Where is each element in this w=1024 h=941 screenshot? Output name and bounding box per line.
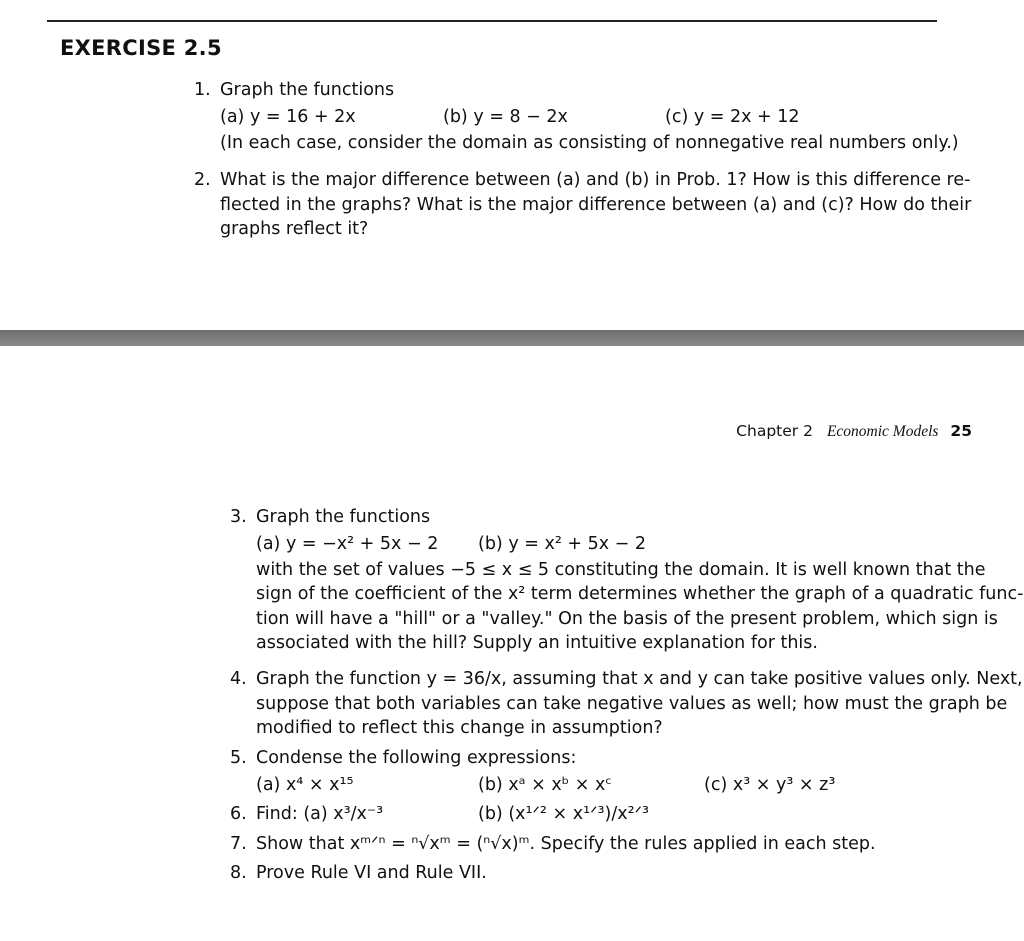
question-number: 8.	[230, 863, 247, 883]
question-number: 5.	[230, 748, 247, 768]
question-text-line: sign of the coefficient of the x² term determines whether the graph of a quadratic func-	[256, 584, 1024, 604]
part-b: (b) y = 8 − 2x	[443, 106, 568, 127]
top-rule	[47, 20, 937, 22]
part-b: (b) (x¹ᐟ² × x¹ᐟ³)/x²ᐟ³	[478, 804, 650, 824]
question-text-line: Prove Rule VI and Rule VII.	[256, 863, 487, 883]
question-text-line: flected in the graphs? What is the major difference between (a) and (c)? How do their	[220, 194, 972, 215]
part-a: (a) x⁴ × x¹⁵	[256, 774, 354, 795]
question-number: 6.	[230, 804, 247, 824]
question-text-line: tion will have a "hill" or a "valley." On the basis of the present problem, which sign is	[256, 608, 998, 629]
question-parts	[220, 103, 959, 131]
chapter-label: Chapter 2	[736, 422, 813, 440]
part-a: (a) y = −x² + 5x − 2	[256, 533, 439, 554]
page-separator	[0, 330, 1024, 346]
question-text-line: associated with the hill? Supply an intuitive explanation for this.	[256, 633, 818, 653]
chapter-title: Economic Models	[826, 423, 939, 440]
question-stem: Condense the following expressions:	[256, 748, 577, 768]
exercise-title: EXERCISE 2.5	[60, 36, 222, 60]
question-stem: Graph the functions	[220, 80, 395, 100]
question-text-line: with the set of values −5 ≤ x ≤ 5 constituting the domain. It is well known that the	[256, 559, 986, 580]
question-text-line: suppose that both variables can take negative values as well; how must the graph be	[256, 693, 1008, 714]
question-text-line: What is the major difference between (a) and (b) in Prob. 1? How is this difference re-	[220, 170, 971, 190]
running-header	[736, 422, 972, 441]
part-b: (b) xᵃ × xᵇ × xᶜ	[478, 774, 612, 795]
question-text-line: Show that xᵐᐟⁿ = ⁿ√xᵐ = (ⁿ√x)ᵐ. Specify the rules applied in each step.	[256, 834, 876, 854]
question-stem: Graph the functions	[256, 507, 431, 527]
question-number: 1.	[194, 80, 211, 100]
part-c: (c) x³ × y³ × z³	[704, 774, 836, 795]
question-text-line: modified to reflect this change in assumption?	[256, 718, 663, 738]
part-a: (a) y = 16 + 2x	[220, 106, 356, 127]
page-number: 25	[950, 422, 972, 440]
part-a: Find: (a) x³/x⁻³	[256, 804, 384, 824]
question-parts	[256, 771, 836, 799]
question-text-line: graphs reflect it?	[220, 219, 369, 239]
question-parts	[256, 530, 961, 558]
part-b: (b) y = x² + 5x − 2	[478, 533, 647, 554]
question-number: 4.	[230, 669, 247, 689]
part-c: (c) y = 2x + 12	[665, 106, 800, 127]
top-page	[0, 0, 1024, 330]
question-text-line: Graph the function y = 36/x, assuming that x and y can take positive values only. Next,	[256, 669, 1023, 689]
question-number: 7.	[230, 834, 247, 854]
question-number: 3.	[230, 507, 247, 527]
bottom-page	[0, 346, 1024, 941]
question-number: 2.	[194, 170, 211, 190]
question-note: (In each case, consider the domain as consisting of nonnegative real numbers only.)	[220, 132, 959, 153]
